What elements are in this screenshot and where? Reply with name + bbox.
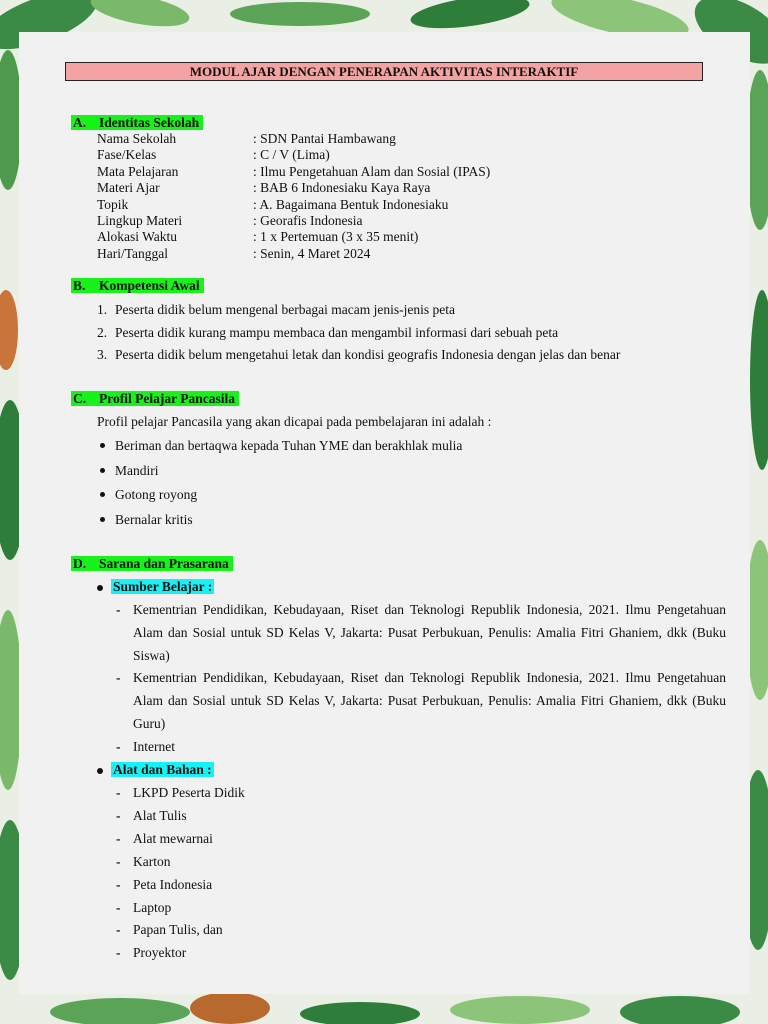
list-item: Peserta didik belum mengenal berbagai macam jenis-jenis peta (115, 302, 456, 317)
section-c-intro: Profil pelajar Pancasila yang akan dicapai pada pembelajaran ini adalah : (97, 414, 492, 429)
dash-marker: - (116, 899, 121, 915)
dash-marker: - (116, 830, 121, 846)
identity-row (97, 164, 490, 180)
section-d-heading: D. Sarana dan Prasarana (71, 555, 233, 572)
identity-key: Topik (97, 196, 129, 212)
list-item: Karton (133, 853, 171, 869)
dash-marker: - (116, 876, 121, 892)
list-item: Beriman dan bertaqwa kepada Tuhan YME dan berakhlak mulia (115, 438, 463, 453)
list-item-number: 1. (97, 302, 108, 317)
list-item-number: 3. (97, 347, 108, 362)
bullet-icon (100, 517, 105, 522)
list-item: Internet (133, 739, 175, 754)
identity-value: : Senin, 4 Maret 2024 (253, 245, 371, 261)
dash-marker: - (116, 602, 121, 617)
list-item: Laptop (133, 899, 172, 915)
identity-row (97, 180, 430, 196)
identity-value: : A. Bagaimana Bentuk Indonesiaku (253, 196, 449, 212)
identity-key: Mata Pelajaran (97, 163, 179, 179)
bullet-icon (100, 443, 105, 448)
identity-row (97, 213, 362, 229)
list-item: Peserta didik belum mengetahui letak dan kondisi geografis Indonesia dengan jelas dan benar (115, 347, 621, 362)
identity-row (97, 229, 418, 245)
list-item: Papan Tulis, dan (133, 922, 223, 938)
list-item: Kementrian Pendidikan, Kebudayaan, Riset dan Teknologi Republik Indonesia, 2021. Ilmu Pengetahuan Alam dan Sosial untuk SD Kelas V, Jakarta: Pusat Perbukuan, Penulis: Amalia Fitri Ghaniem, dkk (Buku Siswa) (133, 602, 726, 663)
list-item: Gotong royong (115, 487, 198, 502)
identity-key: Materi Ajar (97, 180, 160, 196)
list-item: Peserta didik kurang mampu membaca dan mengambil informasi dari sebuah peta (115, 324, 559, 340)
dash-marker: - (116, 853, 121, 869)
section-c-heading: C. Profil Pelajar Pancasila (71, 390, 239, 407)
identity-key: Lingkup Materi (97, 213, 183, 228)
list-item: Kementrian Pendidikan, Kebudayaan, Riset dan Teknologi Republik Indonesia, 2021. Ilmu Pengetahuan Alam dan Sosial untuk SD Kelas V, Jakarta: Pusat Perbukuan, Penulis: Amalia Fitri Ghaniem, dkk (Buku Guru) (133, 670, 726, 731)
bullet-icon (100, 492, 105, 497)
section-b-heading: B. Kompetensi Awal (71, 277, 204, 294)
identity-row (97, 197, 448, 213)
identity-key: Fase/Kelas (97, 147, 157, 163)
bullet-icon (97, 585, 103, 591)
identity-row (97, 246, 370, 262)
identity-value: : Ilmu Pengetahuan Alam dan Sosial (IPAS) (253, 163, 491, 179)
document-title: MODUL AJAR DENGAN PENERAPAN AKTIVITAS INTERAKTIF (65, 62, 703, 81)
section-a-heading: A. Identitas Sekolah (71, 114, 203, 131)
list-item: LKPD Peserta Didik (133, 785, 245, 800)
dash-marker: - (116, 739, 121, 754)
list-item-number: 2. (97, 324, 108, 340)
list-item: Peta Indonesia (133, 876, 213, 892)
dash-marker: - (116, 945, 121, 961)
dash-marker: - (116, 807, 121, 823)
dash-marker: - (116, 922, 121, 938)
identity-key: Nama Sekolah (97, 131, 177, 146)
alat-bahan-heading: Alat dan Bahan : (97, 761, 214, 778)
identity-value: : 1 x Pertemuan (3 x 35 menit) (253, 229, 419, 245)
list-item: Alat mewarnai (133, 830, 213, 846)
sumber-belajar-heading: Sumber Belajar : (97, 578, 214, 595)
identity-row (97, 131, 396, 147)
dash-marker: - (116, 785, 121, 800)
identity-value: : BAB 6 Indonesiaku Kaya Raya (253, 180, 431, 196)
list-item: Proyektor (133, 945, 187, 961)
list-item: Mandiri (115, 462, 159, 478)
identity-value: : SDN Pantai Hambawang (253, 131, 396, 146)
bullet-icon (100, 468, 105, 473)
list-item: Alat Tulis (133, 807, 187, 823)
identity-value: : C / V (Lima) (253, 147, 330, 163)
document-page (19, 32, 750, 994)
dash-marker: - (116, 670, 121, 685)
identity-key: Alokasi Waktu (97, 229, 178, 245)
bullet-icon (97, 768, 103, 774)
identity-row (97, 147, 330, 163)
identity-key: Hari/Tanggal (97, 245, 169, 261)
list-item: Bernalar kritis (115, 511, 193, 527)
identity-value: : Georafis Indonesia (253, 213, 363, 228)
